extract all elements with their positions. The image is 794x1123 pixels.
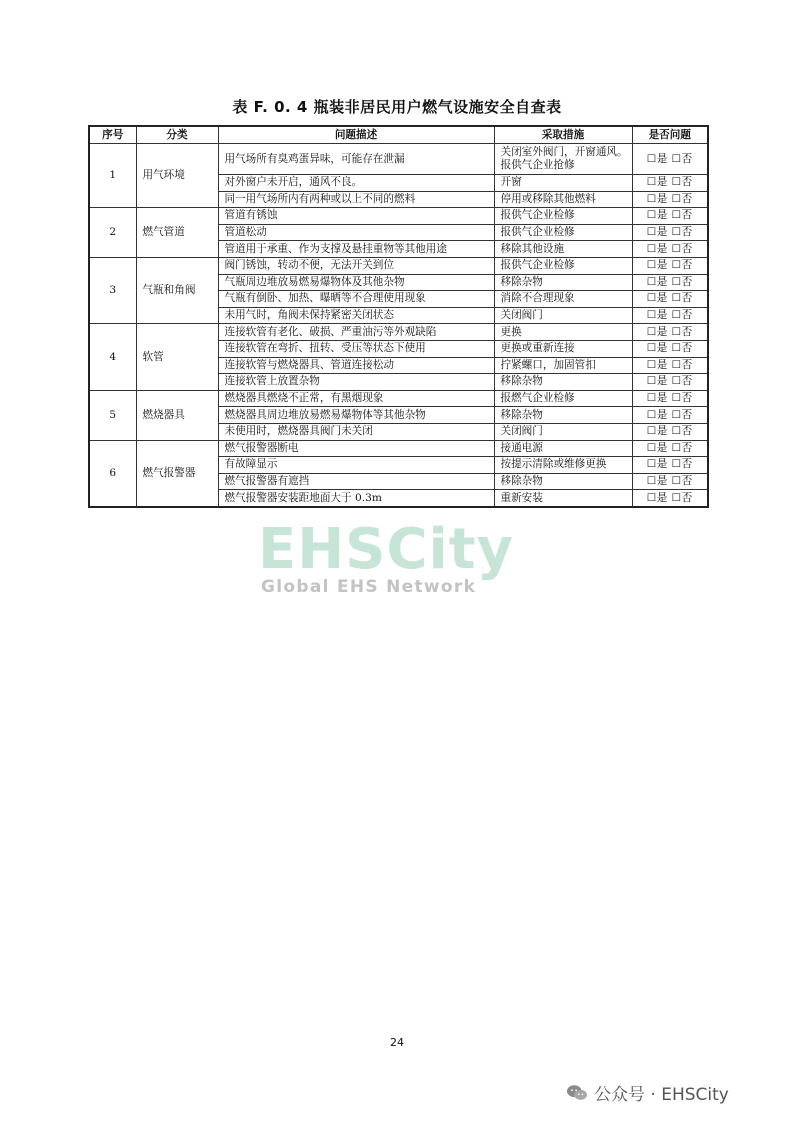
yes-no-checkbox[interactable]: ☐是 ☐否 [632,307,708,324]
corrective-measure: 报供气企业检修 [494,208,632,225]
corrective-measure: 移除杂物 [494,274,632,291]
issue-description: 用气场所有臭鸡蛋异味，可能存在泄漏 [218,144,494,175]
table-body [89,144,708,507]
yes-no-checkbox[interactable]: ☐是 ☐否 [632,257,708,274]
row-group-number: 1 [89,144,136,208]
table-row [89,144,708,175]
row-group-category: 气瓶和角阀 [136,257,218,323]
yes-no-checkbox[interactable]: ☐是 ☐否 [632,324,708,341]
table-row [89,440,708,457]
issue-description: 燃烧器具燃烧不正常，有黑烟现象 [218,390,494,407]
row-group-category: 燃气报警器 [136,440,218,507]
corrective-measure: 拧紧螺口，加固管扣 [494,357,632,374]
header-check: 是否问题 [632,126,708,144]
table-row [89,257,708,274]
yes-no-checkbox[interactable]: ☐是 ☐否 [632,241,708,258]
yes-no-checkbox[interactable]: ☐是 ☐否 [632,291,708,308]
page-number: 24 [390,1036,404,1049]
yes-no-checkbox[interactable]: ☐是 ☐否 [632,340,708,357]
yes-no-checkbox[interactable]: ☐是 ☐否 [632,357,708,374]
row-group-number: 2 [89,208,136,258]
issue-description: 燃气报警器断电 [218,440,494,457]
row-group-category: 用气环境 [136,144,218,208]
safety-checklist-table [88,125,709,508]
table-row [89,390,708,407]
corrective-measure: 报燃气企业检修 [494,390,632,407]
yes-no-checkbox[interactable]: ☐是 ☐否 [632,407,708,424]
yes-no-checkbox[interactable]: ☐是 ☐否 [632,473,708,490]
yes-no-checkbox[interactable]: ☐是 ☐否 [632,274,708,291]
header-issue: 问题描述 [218,126,494,144]
corrective-measure: 移除杂物 [494,473,632,490]
corrective-measure: 更换或重新连接 [494,340,632,357]
yes-no-checkbox[interactable]: ☐是 ☐否 [632,490,708,507]
issue-description: 燃气报警器有遮挡 [218,473,494,490]
corrective-measure: 报供气企业检修 [494,224,632,241]
yes-no-checkbox[interactable]: ☐是 ☐否 [632,390,708,407]
corrective-measure: 按提示清除或维修更换 [494,457,632,474]
table-header-row [89,126,708,144]
yes-no-checkbox[interactable]: ☐是 ☐否 [632,440,708,457]
issue-description: 连接软管上放置杂物 [218,374,494,391]
yes-no-checkbox[interactable]: ☐是 ☐否 [632,175,708,192]
yes-no-checkbox[interactable]: ☐是 ☐否 [632,224,708,241]
yes-no-checkbox[interactable]: ☐是 ☐否 [632,208,708,225]
wechat-icon [566,1083,588,1103]
header-no: 序号 [89,126,136,144]
table-row [89,208,708,225]
corrective-measure: 关闭阀门 [494,423,632,440]
watermark [258,517,548,600]
table-row [89,324,708,341]
row-group-number: 4 [89,324,136,390]
yes-no-checkbox[interactable]: ☐是 ☐否 [632,144,708,175]
header-measure: 采取措施 [494,126,632,144]
row-group-number: 3 [89,257,136,323]
row-group-category: 燃气管道 [136,208,218,258]
corrective-measure: 消除不合理现象 [494,291,632,308]
issue-description: 连接软管在弯折、扭转、受压等状态下使用 [218,340,494,357]
issue-description: 管道有锈蚀 [218,208,494,225]
watermark-subtitle: Global EHS Network [261,577,477,597]
corrective-measure: 报供气企业检修 [494,257,632,274]
corrective-measure: 停用或移除其他燃料 [494,191,632,208]
issue-description: 燃烧器具周边堆放易燃易爆物体等其他杂物 [218,407,494,424]
table-title: 表 F. 0. 4 瓶装非居民用户燃气设施安全自查表 [232,98,562,116]
yes-no-checkbox[interactable]: ☐是 ☐否 [632,457,708,474]
corrective-measure: 重新安装 [494,490,632,507]
corrective-measure: 接通电源 [494,440,632,457]
corrective-measure: 开窗 [494,175,632,192]
row-group-category: 软管 [136,324,218,390]
issue-description: 连接软管与燃烧器具、管道连接松动 [218,357,494,374]
watermark-logo-text: EHSCity [258,517,515,582]
yes-no-checkbox[interactable]: ☐是 ☐否 [632,374,708,391]
row-group-number: 6 [89,440,136,507]
row-group-number: 5 [89,390,136,440]
issue-description: 管道松动 [218,224,494,241]
issue-description: 管道用于承重、作为支撑及悬挂重物等其他用途 [218,241,494,258]
corrective-measure: 关闭阀门 [494,307,632,324]
corrective-measure: 移除其他设施 [494,241,632,258]
yes-no-checkbox[interactable]: ☐是 ☐否 [632,191,708,208]
corrective-measure: 移除杂物 [494,374,632,391]
issue-description: 有故障显示 [218,457,494,474]
footer-brand-label: 公众号 · EHSCity [594,1085,729,1105]
issue-description: 对外窗户未开启，通风不良。 [218,175,494,192]
yes-no-checkbox[interactable]: ☐是 ☐否 [632,423,708,440]
footer-brand [566,1080,729,1105]
corrective-measure: 关闭室外阀门，开窗通风。报供气企业抢修 [494,144,632,175]
issue-description: 未使用时，燃烧器具阀门未关闭 [218,423,494,440]
issue-description: 气瓶有倒卧、加热、曝晒等不合理使用现象 [218,291,494,308]
corrective-measure: 移除杂物 [494,407,632,424]
issue-description: 未用气时，角阀未保持紧密关闭状态 [218,307,494,324]
corrective-measure: 更换 [494,324,632,341]
issue-description: 同一用气场所内有两种或以上不同的燃料 [218,191,494,208]
issue-description: 气瓶周边堆放易燃易爆物体及其他杂物 [218,274,494,291]
issue-description: 燃气报警器安装距地面大于 0.3m [218,490,494,507]
row-group-category: 燃烧器具 [136,390,218,440]
header-category: 分类 [136,126,218,144]
issue-description: 连接软管有老化、破损、严重油污等外观缺陷 [218,324,494,341]
issue-description: 阀门锈蚀，转动不便，无法开关到位 [218,257,494,274]
